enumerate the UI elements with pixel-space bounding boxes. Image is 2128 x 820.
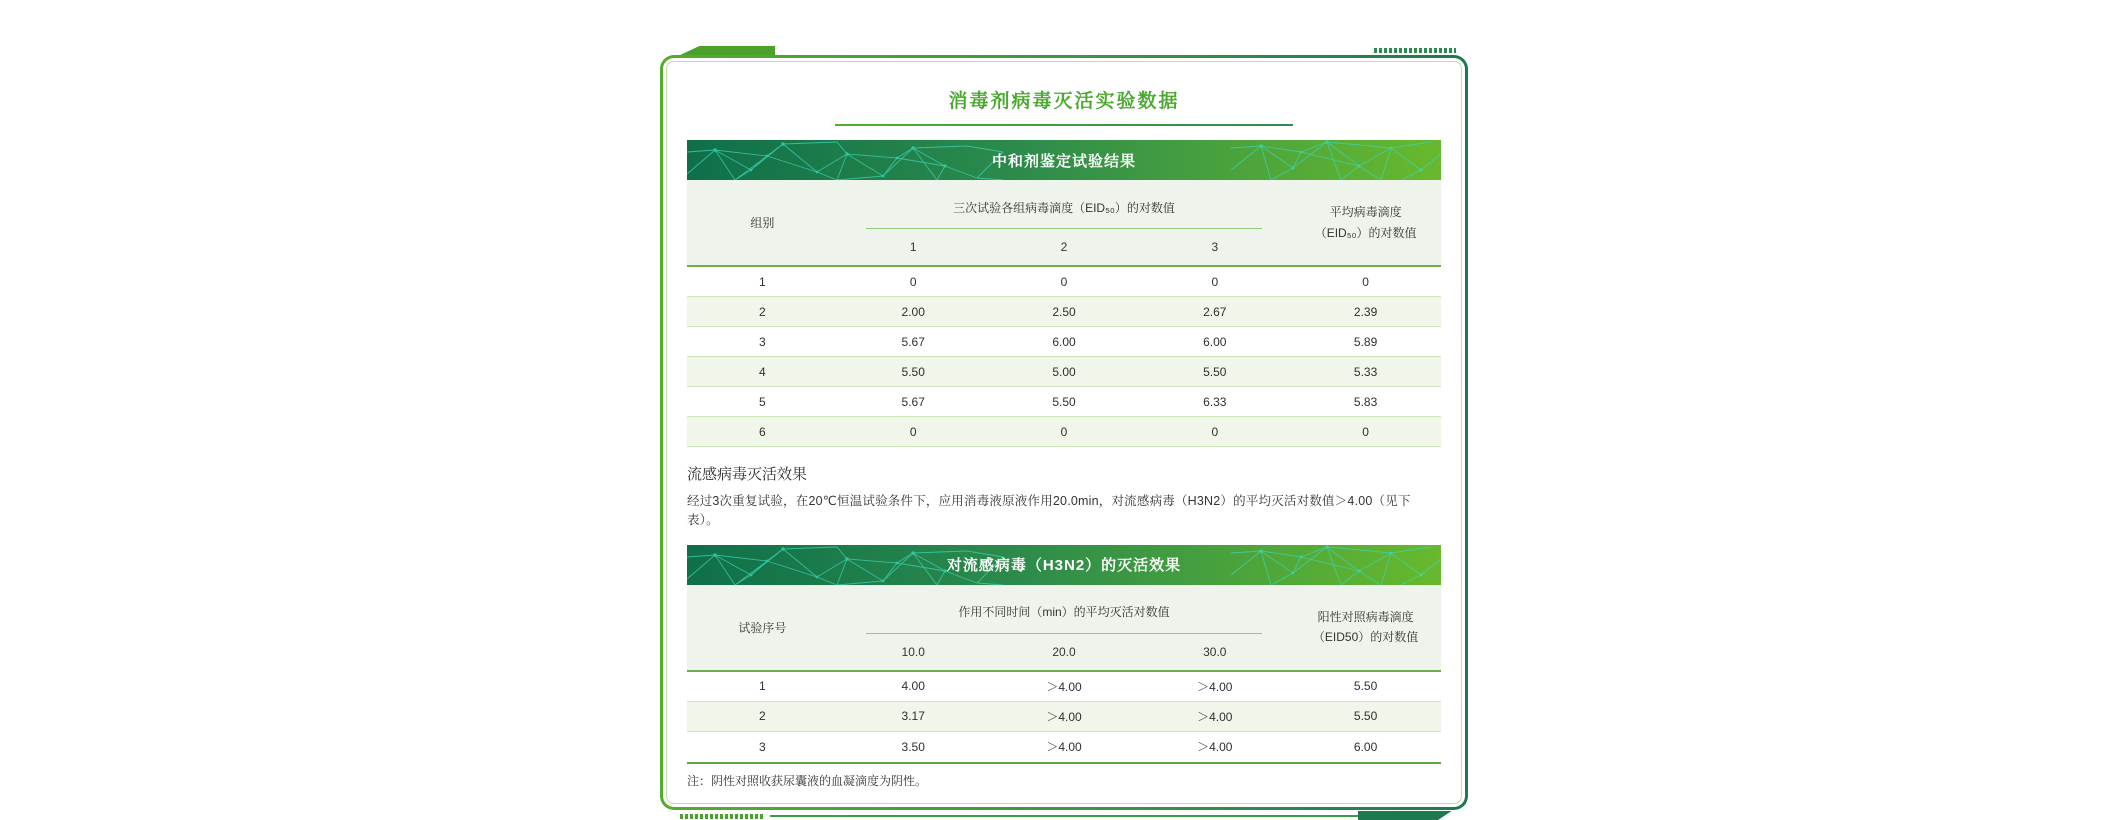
cell-group: 5 [759, 394, 766, 409]
cell-trial: 3 [759, 739, 766, 754]
table1-subcol-3: 3 [1211, 240, 1219, 254]
corner-tab-bottom-right-decoration [1358, 811, 1452, 820]
table-row [687, 732, 1441, 762]
cell-value: 3.17 [901, 709, 925, 724]
cell-group: 4 [759, 364, 766, 379]
table1-body [687, 267, 1441, 447]
cell-value: 6.00 [1203, 334, 1227, 349]
network-mesh-icon [687, 140, 1017, 180]
table-row [687, 417, 1441, 447]
section-heading: 流感病毒灭活效果 [687, 466, 808, 483]
table1-subcol-1: 1 [909, 240, 917, 254]
cell-group: 3 [759, 334, 766, 349]
cell-value: ＞4.00 [1046, 709, 1082, 724]
table1-banner [687, 140, 1441, 180]
dashed-comb-bottom-left-decoration [680, 814, 764, 819]
cell-value: 5.67 [901, 394, 925, 409]
table2-subcolumns [838, 634, 1290, 670]
cell-control: 6.00 [1353, 739, 1378, 754]
table1-header [687, 180, 1441, 267]
table2-body [687, 672, 1441, 764]
cell-average: 2.39 [1353, 304, 1378, 319]
cell-value: 5.50 [1052, 394, 1076, 409]
table2-banner [687, 545, 1441, 585]
cell-trial: 2 [759, 709, 766, 724]
table-row [687, 327, 1441, 357]
cell-value: 0 [1060, 274, 1068, 289]
table1-subcol-2: 2 [1060, 240, 1068, 254]
table1-col-group: 组别 [750, 216, 775, 230]
table1-span-label: 三次试验各组病毒滴度（EID₅₀）的对数值 [953, 200, 1175, 215]
cell-value: 0 [1211, 424, 1219, 439]
cell-value: 5.00 [1052, 364, 1076, 379]
cell-value: 0 [1211, 274, 1219, 289]
page-title: 消毒剂病毒灭活实验数据 [948, 91, 1180, 112]
network-mesh-icon [1231, 545, 1441, 585]
table1-banner-title: 中和剂鉴定试验结果 [991, 152, 1136, 170]
table2-subcol-30min: 30.0 [1203, 644, 1227, 659]
cell-group: 2 [759, 304, 766, 319]
cell-value: 3.50 [901, 739, 925, 754]
table2-col-positive-line2: （EID50）的对数值 [1312, 630, 1419, 645]
cell-group: 1 [759, 274, 766, 289]
cell-value: 6.33 [1203, 394, 1227, 409]
table-row [687, 387, 1441, 417]
table-row [687, 672, 1441, 702]
card-border-gap [663, 58, 1465, 807]
cell-value: ＞4.00 [1046, 740, 1082, 755]
cell-average: 5.89 [1353, 334, 1378, 349]
table-row [687, 267, 1441, 297]
cell-trial: 1 [759, 679, 766, 694]
cell-average: 0 [1362, 424, 1369, 439]
cell-value: 4.00 [901, 679, 925, 694]
cell-value: ＞4.00 [1197, 740, 1233, 755]
table-row [687, 297, 1441, 327]
table-row [687, 357, 1441, 387]
cell-value: 5.67 [901, 334, 925, 349]
table2-header [687, 585, 1441, 672]
cell-value: 2.67 [1203, 304, 1227, 319]
table1-col-average [1290, 180, 1441, 265]
title-underline [835, 124, 1293, 126]
table2-span-label: 作用不同时间（min）的平均灭活对数值 [958, 605, 1170, 620]
cell-value: 6.00 [1052, 334, 1076, 349]
card-content [666, 61, 1462, 804]
cell-value: 0 [1060, 424, 1068, 439]
table-row [687, 702, 1441, 732]
cell-value: 5.50 [901, 364, 925, 379]
table2-col-positive-control [1290, 585, 1441, 670]
cell-average: 5.33 [1353, 364, 1378, 379]
dashed-comb-top-right-decoration [1374, 48, 1456, 53]
table1-subcolumns [838, 229, 1290, 265]
cell-value: 0 [909, 424, 917, 439]
bottom-accent-line-decoration [770, 815, 1360, 817]
table2-subcol-20min: 20.0 [1052, 644, 1076, 659]
table2-col-span-group [838, 585, 1290, 670]
cell-group: 6 [759, 424, 766, 439]
cell-control: 5.50 [1353, 679, 1378, 694]
table2-col-positive-line1: 阳性对照病毒滴度 [1317, 609, 1414, 624]
card-border-outer [660, 55, 1468, 810]
cell-value: ＞4.00 [1197, 709, 1233, 724]
cell-value: 2.50 [1052, 304, 1076, 319]
table2-col-trial: 试验序号 [738, 620, 787, 635]
cell-average: 0 [1362, 274, 1369, 289]
network-mesh-icon [1231, 140, 1441, 180]
report-card [660, 55, 1468, 810]
cell-control: 5.50 [1353, 709, 1378, 724]
cell-value: 2.00 [901, 304, 925, 319]
table2-subcol-10min: 10.0 [901, 644, 925, 659]
section-paragraph: 经过3次重复试验，在20℃恒温试验条件下，应用消毒液原液作用20.0min，对流感病毒（H3N2）的平均灭活对数值＞4.00（见下表）。 [687, 494, 1411, 528]
cell-average: 5.83 [1353, 394, 1378, 409]
footnote: 注：阴性对照收获尿囊液的血凝滴度为阴性。 [687, 773, 928, 788]
table1-col-span-group [838, 180, 1290, 265]
cell-value: 5.50 [1203, 364, 1227, 379]
cell-value: ＞4.00 [1046, 679, 1082, 694]
table1-col-average-line1: 平均病毒滴度 [1329, 205, 1402, 220]
table2-banner-title: 对流感病毒（H3N2）的灭活效果 [946, 557, 1182, 575]
table1-col-average-line2: （EID₅₀）的对数值 [1314, 225, 1417, 240]
cell-value: 0 [909, 274, 917, 289]
cell-value: ＞4.00 [1197, 679, 1233, 694]
